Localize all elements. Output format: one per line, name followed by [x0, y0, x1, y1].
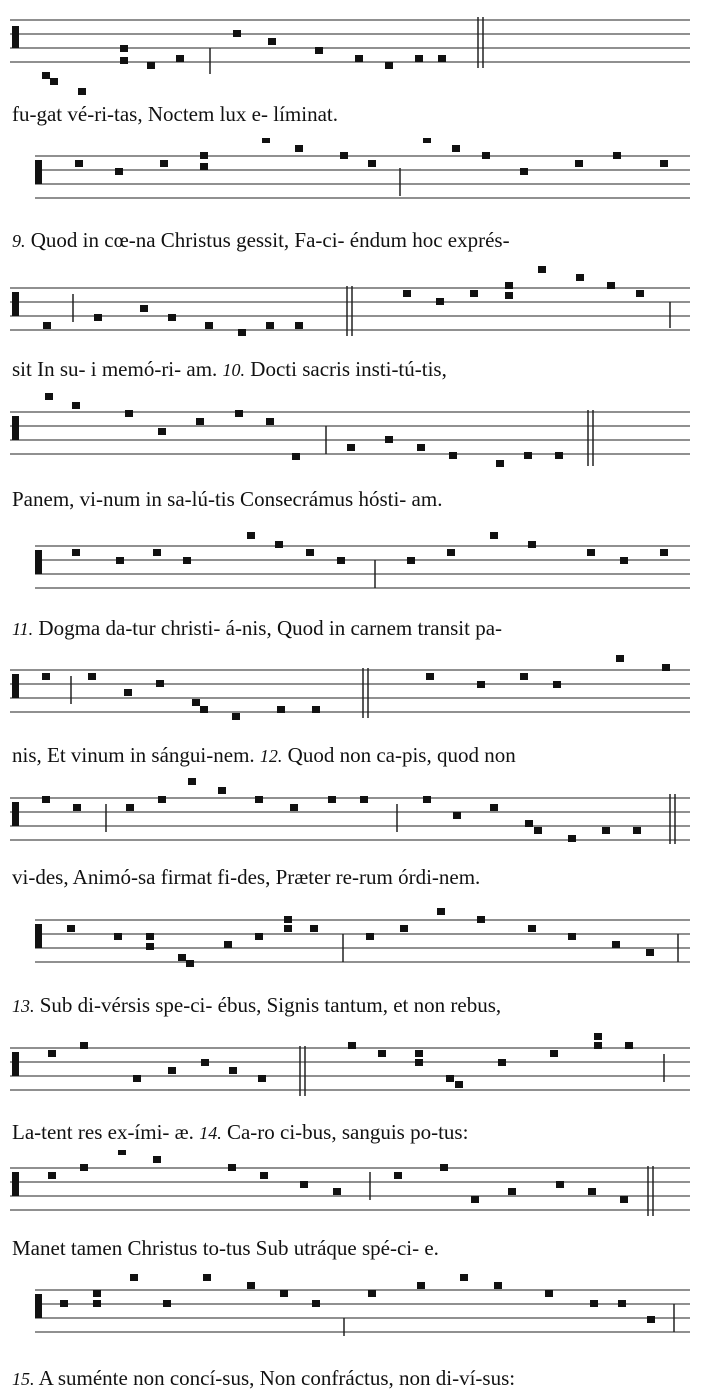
staff-11 — [10, 1270, 690, 1330]
staff-2 — [10, 138, 690, 198]
staff-5 — [10, 524, 690, 584]
lyric-line-6: nis, Et vinum in sángui-nem. 12. Quod non ca-pis, quod non — [12, 743, 516, 767]
staff-6 — [10, 650, 690, 710]
staff-4 — [10, 390, 690, 450]
lyric-line-5: 11. Dogma da-tur christi- á-nis, Quod in carnem transit pa- — [12, 616, 503, 640]
staff-1 — [10, 12, 690, 72]
lyric-line-8: 13. Sub di-vérsis spe-ci- ébus, Signis tantum, et non rebus, — [12, 993, 502, 1017]
staff-9 — [10, 1028, 690, 1088]
staff-10 — [10, 1150, 690, 1210]
lyric-line-3: sit In su- i memó-ri- am. 10. Docti sacris insti-tú-tis, — [12, 357, 447, 381]
staff-7 — [10, 778, 690, 838]
lyric-line-4: Panem, vi-num in sa-lú-tis Consecrámus hósti- am. — [12, 487, 443, 511]
lyric-line-9: La-tent res ex-ími- æ. 14. Ca-ro ci-bus, sanguis po-tus: — [12, 1120, 469, 1144]
lyric-line-11: 15. A suménte non concí-sus, Non confráctus, non di-ví-sus: — [12, 1366, 516, 1390]
lyric-line-10: Manet tamen Christus to-tus Sub utráque spé-ci- e. — [12, 1236, 439, 1260]
staff-8 — [10, 902, 690, 962]
lyric-line-7: vi-des, Animó-sa firmat fi-des, Præter re-rum órdi-nem. — [12, 865, 481, 889]
staff-3 — [10, 262, 690, 322]
lyric-line-1: fu-gat vé-ri-tas, Noctem lux e- líminat. — [12, 102, 338, 126]
lyric-line-2: 9. Quod in cœ-na Christus gessit, Fa-ci- éndum hoc exprés- — [12, 228, 510, 252]
